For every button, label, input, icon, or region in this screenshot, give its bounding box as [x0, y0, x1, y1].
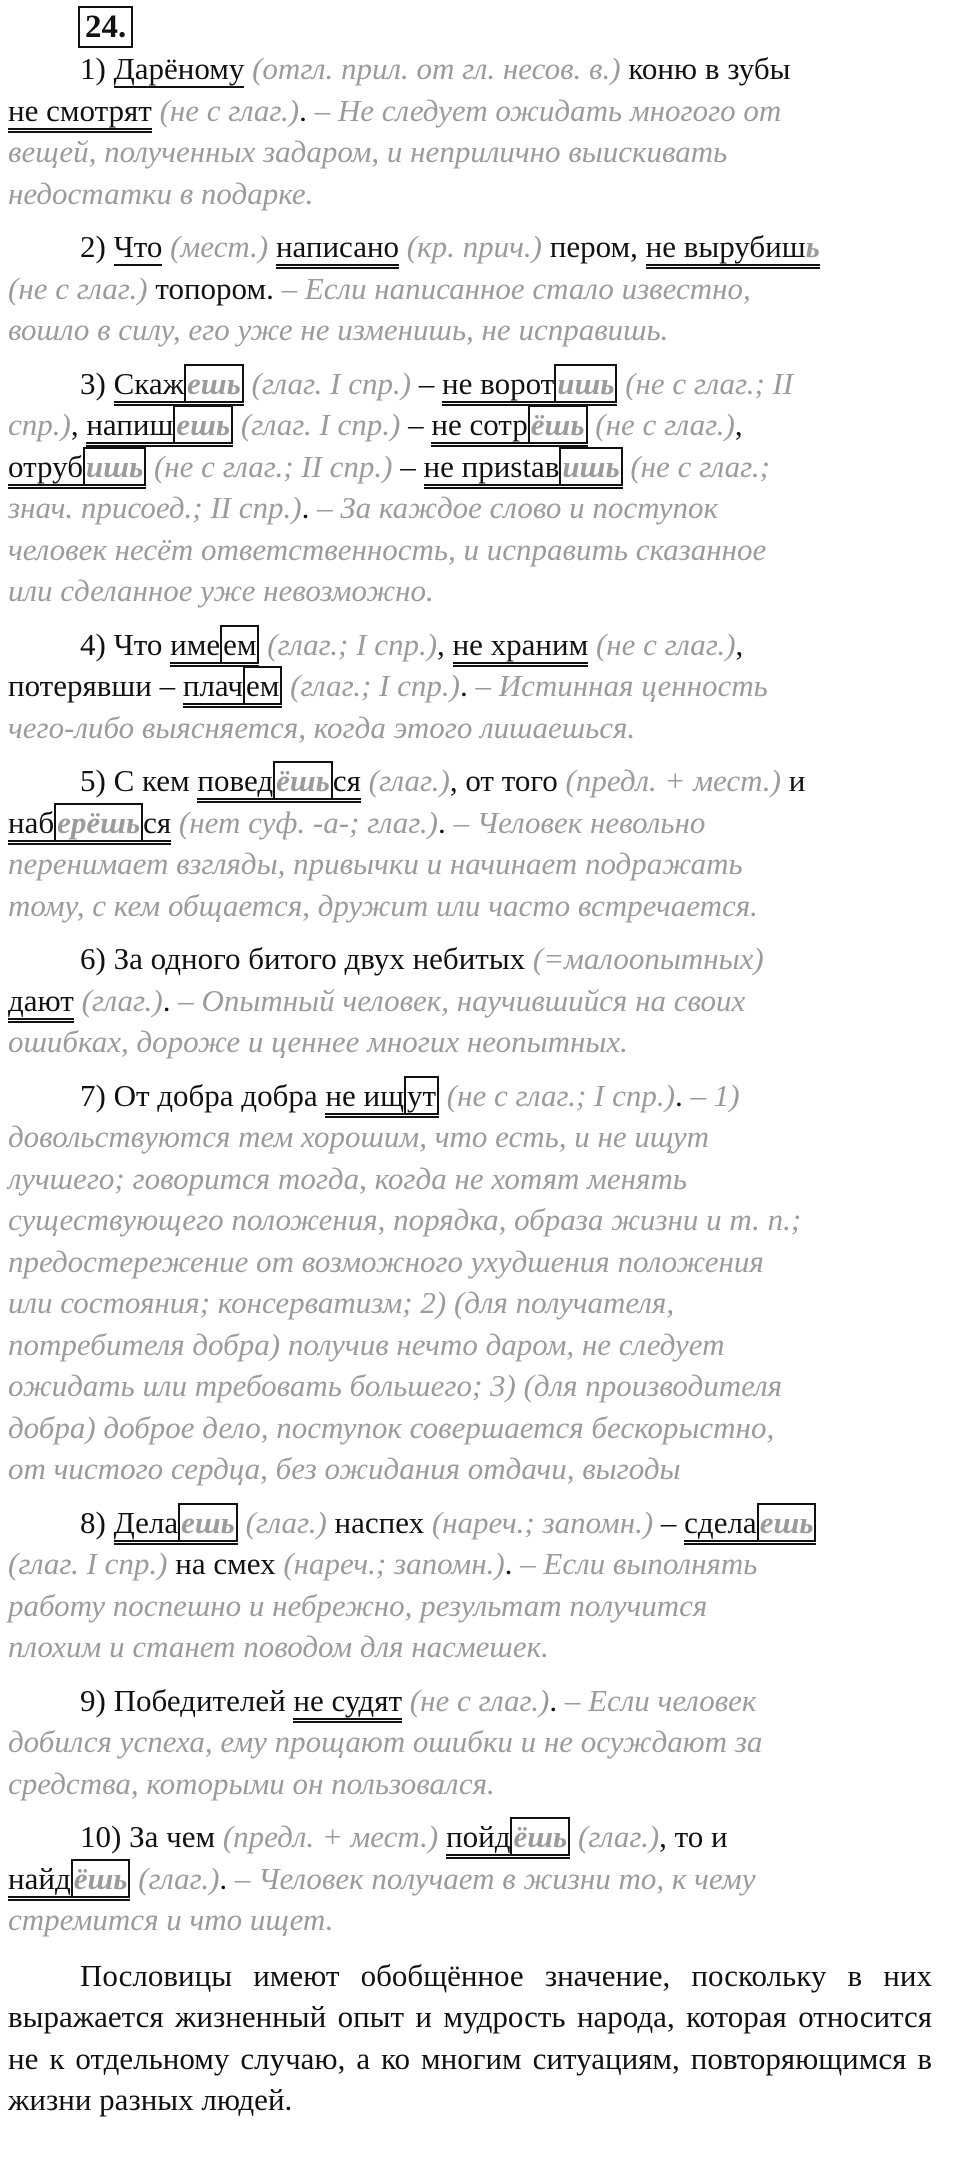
item-10 [8, 1816, 932, 1941]
summary-paragraph [8, 1955, 932, 2121]
exercise-number: 24. [8, 6, 932, 48]
item-line: ошибках, дороже и ценнее многих неопытных. [8, 1024, 628, 1059]
item-line: потребителя добра) получив нечто даром, не следует [8, 1326, 725, 1362]
summary-text: Пословицы имеют обобщённое значение, поскольку в них выражается жизненный опыт и мудрость народа, которая относится не к отдельному случаю, а ко многим ситуациям, повторяющимся в жизни разных людей. [8, 1957, 932, 2117]
item-line: отрубишь (не с глаг.; II спр.) – не приstавишь (не с глаг.; [8, 446, 932, 488]
item-3 [8, 363, 932, 612]
item-1 [8, 48, 932, 214]
item-line: спр.), напишешь (глаг. I спр.) – не сотрёшь (не с глаг.), [8, 404, 932, 446]
item-line: средства, которыми он пользовался. [8, 1765, 495, 1801]
item-line: 8) Делаешь (глаг.) наспех (нареч.; запомн.) – сделаешь [8, 1502, 932, 1544]
item-line: плохим и станет поводом для насмешек. [8, 1629, 549, 1664]
item-line: чего-либо выясняется, когда этого лишаешься. [8, 709, 636, 745]
item-line: добился успеха, ему прощают ошибки и не осуждают за [8, 1724, 763, 1759]
item-line: перенимает взгляды, привычки и начинает подражать [8, 846, 743, 881]
item-line: (глаг. I спр.) на смех (нареч.; запомн.). – Если выполнять [8, 1546, 758, 1581]
item-line: 5) С кем поведёшься (глаг.), от того (предл. + мест.) и [8, 760, 932, 802]
item-line: недостатки в подарке. [8, 175, 314, 211]
item-line: найдёшь (глаг.). – Человек получает в жизни то, к чему [8, 1858, 932, 1900]
item-line: наберёшься (нет суф. -а-; глаг.). – Человек невольно [8, 802, 932, 844]
item-line: знач. присоед.; II спр.). – За каждое слово и поступок [8, 490, 719, 525]
item-line: потерявши – плачем (глаг.; I спр.). – Истинная ценность [8, 665, 932, 707]
item-line: вошло в силу, его уже не изменишь, не исправишь. [8, 312, 669, 347]
item-2 [8, 226, 932, 351]
item-line: вещей, полученных задаром, и неприлично выискивать [8, 134, 728, 169]
item-5 [8, 760, 932, 926]
item-line: (не с глаг.) топором. – Если написанное стало известно, [8, 270, 751, 306]
item-line: работу поспешно и небрежно, результат получится [8, 1587, 708, 1623]
item-line: предостережение от возможного ухудшения положения [8, 1243, 764, 1279]
item-8 [8, 1502, 932, 1668]
item-line: тому, с кем общается, дружит или часто встречается. [8, 887, 758, 923]
item-line: от чистого сердца, без ожидания отдачи, выгоды [8, 1451, 681, 1486]
item-7 [8, 1075, 932, 1490]
item-line: 4) Что имеем (глаг.; I спр.), не храним (не с глаг.), [8, 624, 932, 666]
item-line: довольствуются тем хорошим, что есть, и не ищут [8, 1119, 709, 1154]
item-4 [8, 624, 932, 749]
item-line: или сделанное уже невозможно. [8, 573, 434, 608]
item-line: 6) За одного битого двух небитых (=малоопытных) [80, 941, 764, 976]
item-line: человек несёт ответственность, и исправить сказанное [8, 531, 767, 567]
item-line: 7) От добра добра не ищут (не с глаг.; I спр.). – 1) [8, 1075, 932, 1117]
item-line: или состояния; консерватизм; 2) (для получателя, [8, 1285, 675, 1320]
item-line: 10) За чем (предл. + мест.) пойдёшь (глаг.), то и [8, 1816, 932, 1858]
item-9 [8, 1680, 932, 1805]
item-line: ожидать или требовать большего; 3) (для производителя [8, 1368, 783, 1403]
item-line: стремится и что ищет. [8, 1902, 334, 1937]
item-6 [8, 938, 932, 1063]
item-line: 3) Скажешь (глаг. I спр.) – не воротишь (не с глаг.; II [8, 363, 932, 405]
item-line: 1) Дарёному (отгл. прил. от гл. несов. в.) коню в зубы [80, 51, 791, 86]
item-line: добра) доброе дело, поступок совершается бескорыстно, [8, 1409, 775, 1445]
item-line: 9) Победителей не судят (не с глаг.). – Если человек [8, 1680, 932, 1722]
item-line: лучшего; говорится тогда, когда не хотят менять [8, 1160, 687, 1196]
item-line: дают (глаг.). – Опытный человек, научившийся на своих [8, 980, 932, 1022]
item-line: 2) Что (мест.) написано (кр. прич.) пером, не вырубишь [8, 226, 932, 268]
item-line: не смотрят (не с глаг.). – Не следует ожидать многого от [8, 90, 932, 132]
item-line: существующего положения, порядка, образа жизни и т. п.; [8, 1202, 802, 1237]
